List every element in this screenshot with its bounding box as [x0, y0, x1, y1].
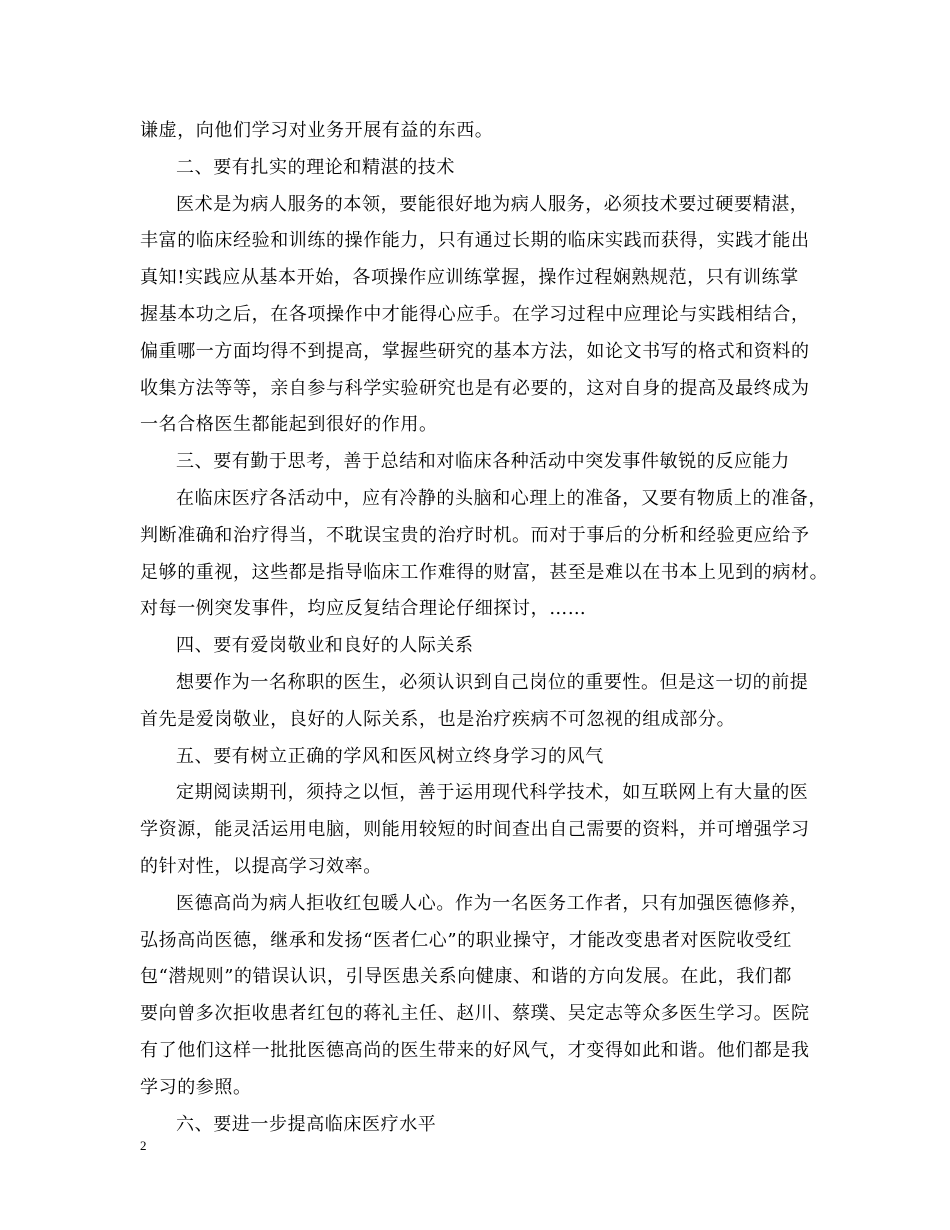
paragraph-line: 真知!实践应从基本开始，各项操作应训练掌握，操作过程娴熟规范，只有训练掌 [140, 267, 799, 289]
paragraph-line: 谦虚，向他们学习对业务开展有益的东西。 [140, 120, 494, 141]
section-heading: 四、要有爱岗敬业和良好的人际关系 [176, 635, 474, 657]
paragraph-line: 对每一例突发事件，均应反复结合理论仔细探讨，…… [140, 598, 587, 620]
paragraph-line: 首先是爱岗敬业，良好的人际关系，也是治疗疾病不可忽视的组成部分。 [140, 708, 736, 730]
paragraph-line: 要向曾多次拒收患者红包的蒋礼主任、赵川、蔡璞、吴定志等众多医生学习。医院 [140, 1003, 810, 1025]
paragraph-line: 想要作为一名称职的医生，必须认识到自己岗位的重要性。但是这一切的前提 [176, 671, 809, 693]
paragraph-line: 的针对性，以提高学习效率。 [140, 855, 382, 877]
paragraph-line: 足够的重视，这些都是指导临床工作难得的财富，甚至是难以在书本上见到的病材。 [140, 561, 829, 583]
section-heading: 六、要进一步提高临床医疗水平 [176, 1113, 437, 1135]
paragraph-line: 包“潜规则”的错误认识，引导医患关系向健康、和谐的方向发展。在此，我们都 [140, 966, 793, 988]
paragraph-line: 收集方法等等，亲自参与科学实验研究也是有必要的，这对自身的提高及最终成为 [140, 377, 810, 399]
section-heading: 二、要有扎实的理论和精湛的技术 [176, 156, 455, 178]
paragraph-line: 握基本功之后，在各项操作中才能得心应手。在学习过程中应理论与实践相结合， [140, 303, 810, 325]
page-number: 2 [140, 1138, 147, 1153]
paragraph-line: 学习的参照。 [140, 1076, 252, 1098]
paragraph-line: 弘扬高尚医德，继承和发扬“医者仁心”的职业操守，才能改变患者对医院收受红 [140, 929, 793, 951]
section-heading: 五、要有树立正确的学风和医风树立终身学习的风气 [176, 745, 604, 767]
paragraph-line: 一名合格医生都能起到很好的作用。 [140, 414, 438, 436]
paragraph-line: 丰富的临床经验和训练的操作能力，只有通过长期的临床实践而获得，实践才能出 [140, 230, 810, 252]
paragraph-line: 学资源，能灵活运用电脑，则能用较短的时间查出自己需要的资料，并可增强学习 [140, 819, 810, 841]
paragraph-line: 在临床医疗各活动中，应有冷静的头脑和心理上的准备，又要有物质上的准备， [176, 487, 827, 509]
paragraph-line: 判断准确和治疗得当，不耽误宝贵的治疗时机。而对于事后的分析和经验更应给予 [140, 524, 810, 546]
paragraph-line: 医德高尚为病人拒收红包暖人心。作为一名医务工作者，只有加强医德修养， [176, 892, 809, 914]
paragraph-line: 医术是为病人服务的本领，要能很好地为病人服务，必须技术要过硬要精湛， [176, 193, 809, 215]
document-body [140, 113, 830, 1143]
paragraph-line: 偏重哪一方面均得不到提高，掌握些研究的基本方法，如论文书写的格式和资料的 [140, 340, 810, 362]
section-heading: 三、要有勤于思考，善于总结和对临床各种活动中突发事件敏锐的反应能力 [176, 451, 790, 473]
paragraph-line: 有了他们这样一批批医德高尚的医生带来的好风气，才变得如此和谐。他们都是我 [140, 1039, 810, 1061]
paragraph-line: 定期阅读期刊，须持之以恒，善于运用现代科学技术，如互联网上有大量的医 [176, 782, 809, 804]
